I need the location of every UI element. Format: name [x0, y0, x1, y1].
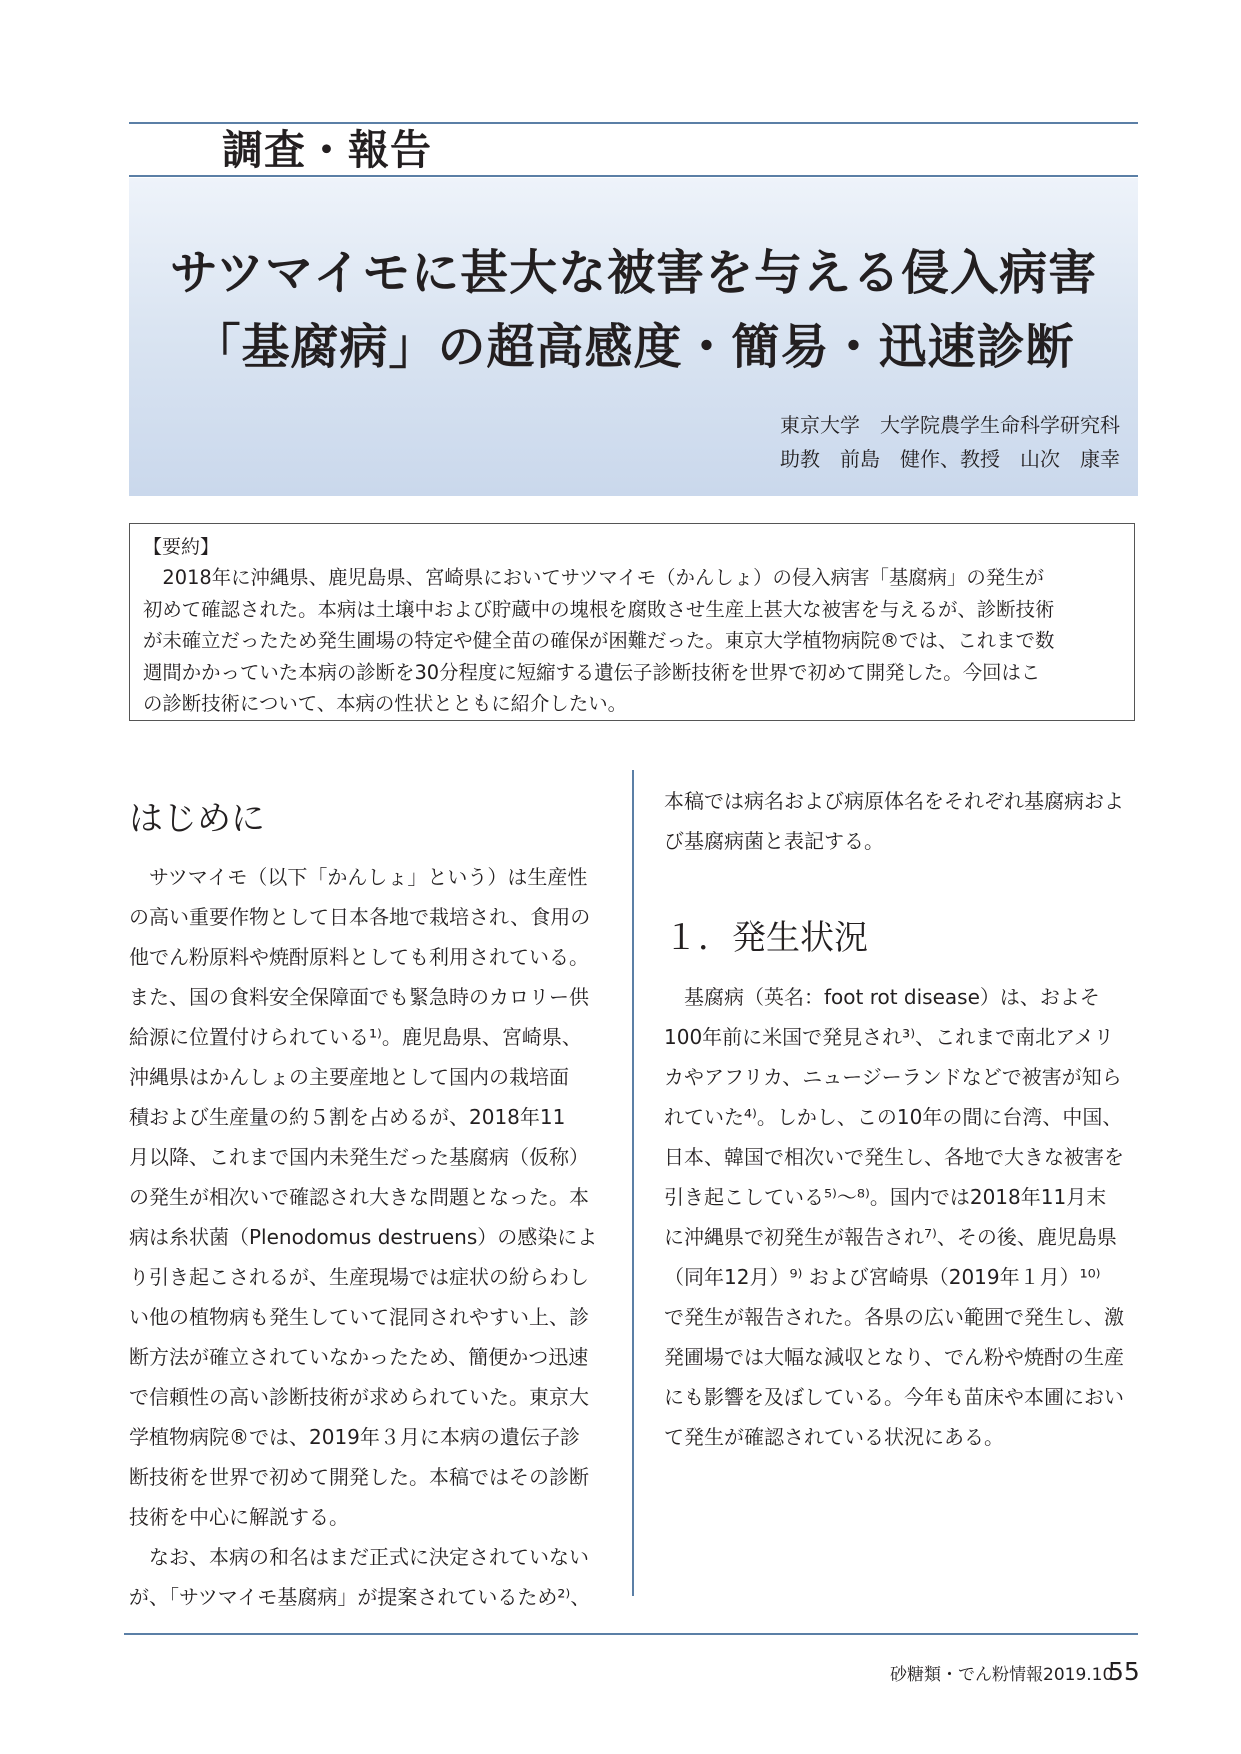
- section1-line: にも影響を及ぼしている。今年も苗床や本圃におい: [664, 1385, 1124, 1409]
- section1-line: て発生が確認されている状況にある。: [664, 1425, 1004, 1449]
- intro-line: が、「サツマイモ基腐病」が提案されているため²⁾、: [129, 1585, 591, 1609]
- abstract-line: の診断技術について、本病の性状とともに紹介したい。: [143, 692, 627, 715]
- intro-line: サツマイモ（以下「かんしょ」という）は生産性: [129, 865, 588, 889]
- abstract-line: 2018年に沖縄県、鹿児島県、宮崎県においてサツマイモ（かんしょ）の侵入病害「基腐病」の発生が: [143, 566, 1044, 589]
- abstract-line: 初めて確認された。本病は土壌中および貯蔵中の塊根を腐敗させ生産上甚大な被害を与えるが、診断技術: [143, 597, 1055, 621]
- column-divider: [632, 770, 634, 1596]
- section1-line: カやアフリカ、ニュージーランドなどで被害が知ら: [664, 1065, 1122, 1089]
- section1-line: れていた⁴⁾。しかし、この10年の間に台湾、中国、: [664, 1105, 1123, 1129]
- intro-line: なお、本病の和名はまだ正式に決定されていない: [129, 1545, 589, 1569]
- section1-line: 引き起こしている⁵⁾～⁸⁾。国内では2018年11月末: [664, 1185, 1107, 1209]
- intro-heading: はじめに: [129, 799, 265, 839]
- intro-line: 学植物病院®では、2019年３月に本病の遺伝子診: [129, 1425, 580, 1449]
- section1-line: （同年12月）⁹⁾ および宮崎県（2019年１月）¹⁰⁾: [664, 1265, 1101, 1289]
- right-intro-line: 本稿では病名および病原体名をそれぞれ基腐病およ: [664, 789, 1124, 813]
- footer-journal-name: 砂糖類・でん粉情報2019.10: [890, 1665, 1114, 1685]
- section1-line: に沖縄県で初発生が報告され⁷⁾、その後、鹿児島県: [664, 1225, 1117, 1249]
- article-title-line-2: 「基腐病」の超高感度・簡易・迅速診断: [192, 319, 1075, 375]
- intro-line: また、国の食料安全保障面でも緊急時のカロリー供: [129, 985, 589, 1009]
- section1-heading: １．発生状況: [664, 918, 868, 958]
- abstract-box: [129, 523, 1135, 721]
- intro-line: 給源に位置付けられている¹⁾。鹿児島県、宮崎県、: [129, 1025, 582, 1049]
- header-bottom-rule: [129, 175, 1138, 177]
- abstract-label: 【要約】: [143, 536, 220, 558]
- author-names: 助教 前島 健作、教授 山次 康幸: [780, 447, 1120, 471]
- intro-line: い他の植物病も発生していて混同されやすい上、診: [129, 1305, 589, 1329]
- author-affiliation: 東京大学 大学院農学生命科学研究科: [780, 413, 1120, 437]
- intro-line: 病は糸状菌（Plenodomus destruens）の感染によ: [129, 1225, 598, 1249]
- intro-line: り引き起こされるが、生産現場では症状の紛らわし: [129, 1265, 589, 1289]
- title-band: [129, 178, 1138, 496]
- section1-line: で発生が報告された。各県の広い範囲で発生し、激: [664, 1305, 1124, 1329]
- header-top-rule: [129, 122, 1138, 124]
- intro-line: 月以降、これまで国内未発生だった基腐病（仮称）: [129, 1145, 589, 1169]
- intro-line: 積および生産量の約５割を占めるが、2018年11: [129, 1105, 566, 1129]
- intro-line: 断方法が確立されていなかったため、簡便かつ迅速: [129, 1345, 589, 1369]
- intro-line: 技術を中心に解説する。: [129, 1505, 349, 1529]
- right-intro-line: び基腐病菌と表記する。: [664, 829, 884, 853]
- section1-line: 日本、韓国で相次いで発生し、各地で大きな被害を: [664, 1145, 1124, 1169]
- page-number: 55: [1108, 1657, 1140, 1686]
- section1-line: 基腐病（英名：foot rot disease）は、およそ: [664, 985, 1100, 1009]
- intro-line: 断技術を世界で初めて開発した。本稿ではその診断: [129, 1465, 589, 1489]
- article-title-line-1: サツマイモに甚大な被害を与える侵入病害: [169, 245, 1098, 301]
- intro-line: 沖縄県はかんしょの主要産地として国内の栽培面: [129, 1065, 569, 1089]
- intro-line: の発生が相次いで確認され大きな問題となった。本: [129, 1185, 589, 1209]
- abstract-line: が未確立だったため発生圃場の特定や健全苗の確保が困難だった。東京大学植物病院®では、これまで数: [143, 629, 1055, 652]
- intro-line: 他でん粉原料や焼酎原料としても利用されている。: [129, 945, 589, 969]
- intro-line: の高い重要作物として日本各地で栽培され、食用の: [129, 905, 591, 929]
- section1-line: 発圃場では大幅な減収となり、でん粉や焼酎の生産: [664, 1345, 1124, 1369]
- section1-line: 100年前に米国で発見され³⁾、これまで南北アメリ: [664, 1025, 1114, 1049]
- intro-line: で信頼性の高い診断技術が求められていた。東京大: [129, 1385, 589, 1409]
- abstract-line: 週間かかっていた本病の診断を30分程度に短縮する遺伝子診断技術を世界で初めて開発した。今回はこ: [143, 660, 1041, 684]
- footer-rule: [124, 1633, 1138, 1635]
- section-label: 調査・報告: [222, 126, 432, 174]
